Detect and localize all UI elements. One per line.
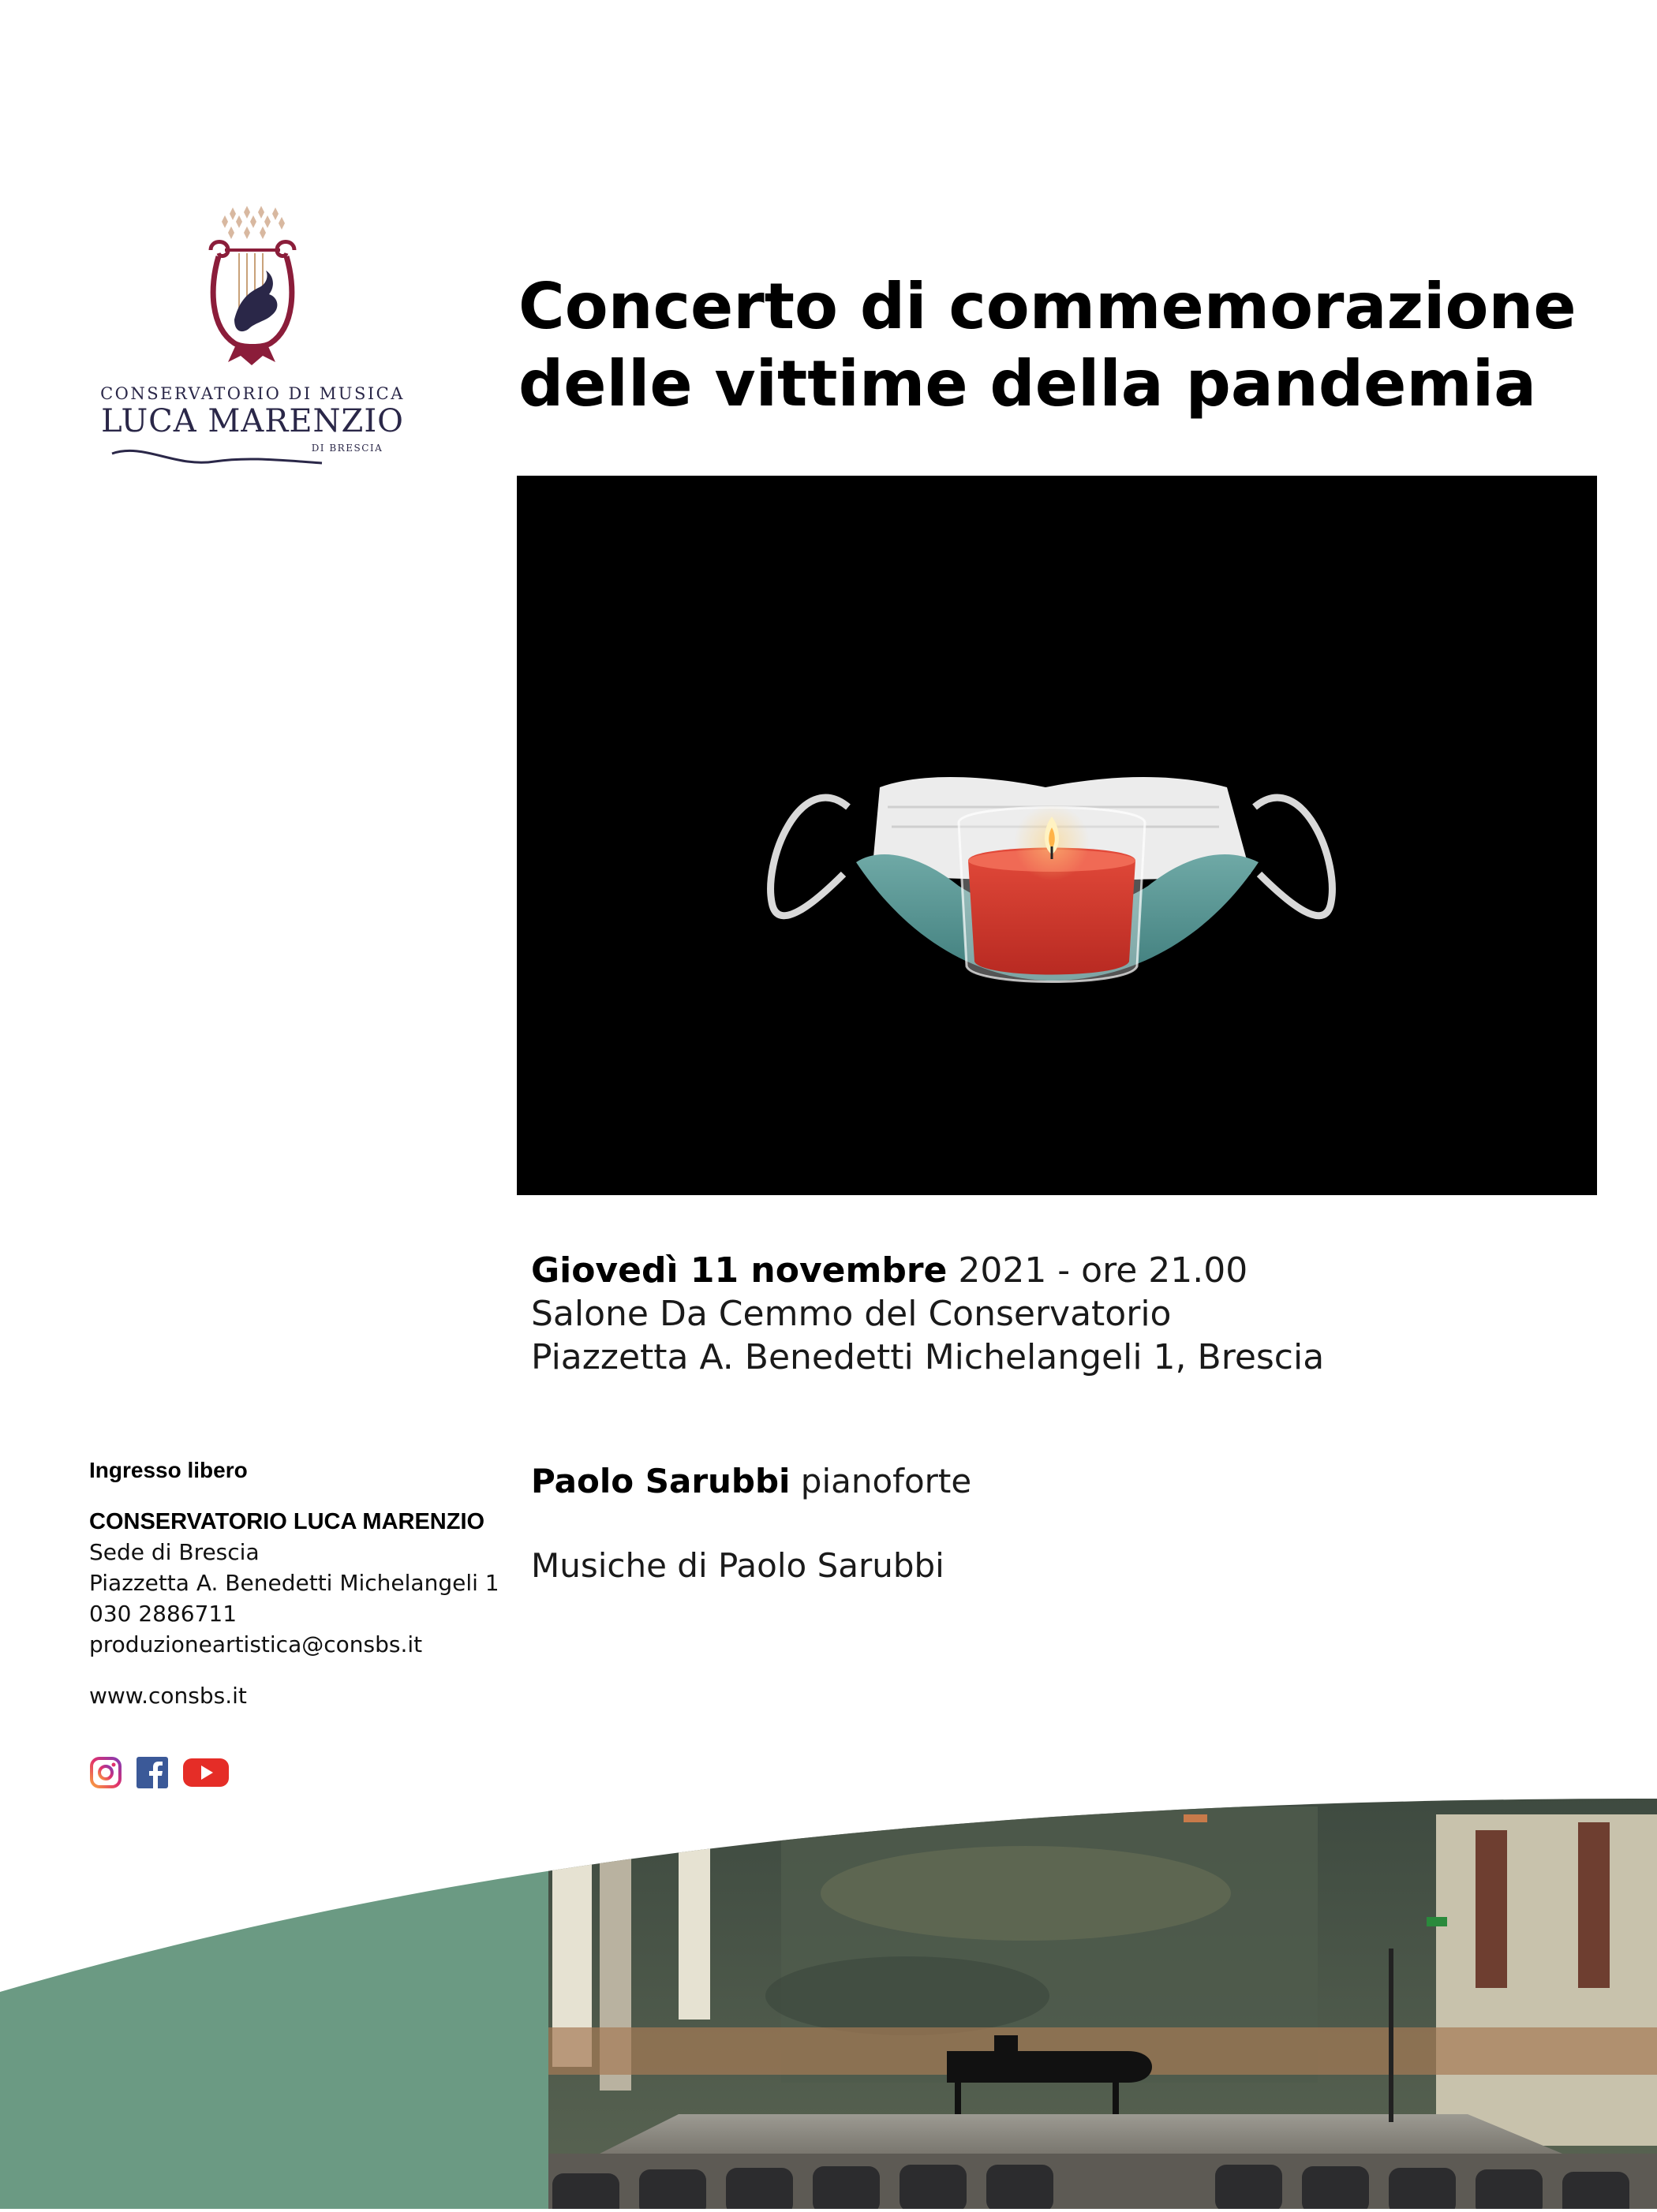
concert-hall-image <box>0 1791 1657 2209</box>
title-line-1: Concerto di commemorazione <box>518 270 1577 343</box>
candle-in-mask-image <box>517 476 1597 1195</box>
lyre-lion-emblem-icon <box>201 201 304 371</box>
page-title <box>518 268 1623 423</box>
event-date-time: 2021 - ore 21.00 <box>947 1250 1248 1291</box>
org-website[interactable]: www.consbs.it <box>89 1683 247 1709</box>
instagram-icon[interactable] <box>89 1756 122 1792</box>
performer-name: Paolo Sarubbi <box>531 1462 791 1500</box>
event-date <box>531 1249 1596 1292</box>
facebook-icon[interactable] <box>136 1756 169 1792</box>
org-branch: Sede di Brescia <box>89 1539 260 1565</box>
youtube-icon[interactable] <box>182 1756 230 1792</box>
conservatory-logo <box>95 201 410 473</box>
performer-instrument: pianoforte <box>790 1462 972 1500</box>
logo-swash <box>110 438 324 469</box>
event-date-bold: Giovedì 11 novembre <box>531 1250 948 1291</box>
org-phone: 030 2886711 <box>89 1601 238 1627</box>
logo-subtitle: CONSERVATORIO DI MUSICA <box>100 384 405 403</box>
org-name: CONSERVATORIO LUCA MARENZIO <box>89 1509 485 1534</box>
candle-mask-photo <box>517 476 1597 1195</box>
green-wave <box>0 1791 552 2209</box>
title-line-2: delle vittime della pandemia <box>518 347 1537 420</box>
program-line: Musiche di Paolo Sarubbi <box>531 1546 944 1585</box>
org-email[interactable]: produzioneartistica@consbs.it <box>89 1631 423 1657</box>
event-venue: Salone Da Cemmo del Conservatorio <box>531 1294 1172 1334</box>
logo-city: DI BRESCIA <box>311 443 383 454</box>
bottom-decoration <box>0 1791 1657 2209</box>
performer-line <box>531 1462 971 1500</box>
event-details <box>531 1249 1596 1379</box>
event-address: Piazzetta A. Benedetti Michelangeli 1, Brescia <box>531 1337 1325 1377</box>
entry-note: Ingresso libero <box>89 1458 248 1482</box>
org-address: Piazzetta A. Benedetti Michelangeli 1 <box>89 1570 499 1596</box>
social-links <box>89 1756 239 1791</box>
contact-info <box>89 1458 531 1711</box>
logo-name: LUCA MARENZIO <box>101 403 404 439</box>
